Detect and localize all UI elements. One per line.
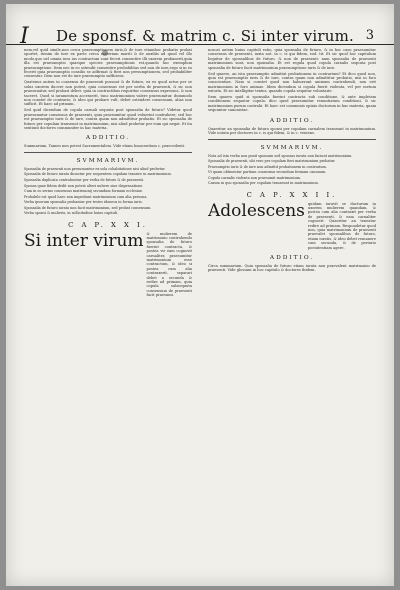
paragraph: nem,vel quid simile,non cerca praesumptionem iuris,& de iure etiamhoc probatio probat oportet, itenim de iure ex parte cerca materiam mariti & de auxiliis ad quod vel illo modo,quo uel omnia iura ius contractum sunt feceri consentire illi uxorem probauerit,quia illa est praesumptio quaeque species praesumptionis est,quando hoc exemplum praesumptione. Item nec in eo ostendit consentire probabilitas sed non de iure,ergo si in eo fecerit quia praesumptio consilio se adfirmat & fieri non presumptionem, sed probabiliter censentur. Item non est de iure praesumptio sufficiens. [24,48,192,79]
document-page [6,4,394,586]
summary-item: Vt quam obtinentur partium consensus secundum formam canonum. [208,170,327,175]
chapter-incipit [24,232,192,298]
summary-item: Praesumptio iuris & de iure non admittit probationem in contrarium. [208,164,327,169]
additio-text: Circa summarium. Quia sponsalia de futuro etiam iurata non praevalent matrimonio de praesenti. Vide glossam in hoc capitulo & doctores ibidem. [208,264,376,273]
chapter-text: & mulierem de matrimonio contrahendo sponsalia de futuro fuerint contracta, & postea vir eam cognovit carnaliter, praesumitur matrimonium esse contractum, & ideo si postea cum alia contraxerit, separari debet a secunda & redire ad primam, quia copula subsequuta consensum de praesenti facit praesumi. [146,231,192,298]
additio-heading: ADDITIO. [269,117,315,124]
chapter-heading: C A P. X X I. [68,220,148,229]
additio-text: Quaeritur an sponsalia de futuro sponsi per copulam carnalem transeant in matrimonium. Vide notata per doctores in c. is qui fidem, & in c. veniens. [208,126,376,136]
right-column [208,48,376,580]
incipit-word: Si inter virum [24,230,144,251]
page-header [6,24,394,49]
incipit-word: Adolescens [208,200,305,221]
additio-heading: ADDITIO. [269,255,315,262]
margin-letter: I [20,24,29,49]
divider [24,152,192,153]
summary-item: Sponsa quae fidem dedit non potest alteri nubere sine dispensatione. [24,183,144,188]
summary-item: Sponsalia de praesenti non presumuntur ex sola cohabitatione nisi aliud probetur. [24,166,166,171]
summary-item: Verba sponsi & mulieris, in sollicitudine huius capituli. [24,211,119,216]
summary-item: Verba ipsorum sponsalia probantur per testes idoneos in forma iuris. [24,200,143,205]
summary-list [208,154,376,186]
chapter-heading: C A P. X X I I. [246,190,338,199]
summary-item: Nota ad ista verba non ponit sponsam sed sponsas iurata non faciunt matrimonium. [208,153,353,158]
summarium-heading: SVMMARIVM. [76,157,140,164]
chapter-text: quidam iuravit se ducturum in uxorem mulierem quandam, & postea cum alia contraxit per verba de praesenti, & eam carnaliter cognovit. Quaeritur an teneatur redire ad primam. Respondetur quod non, quia matrimonium de praesenti praevalet sponsalibus de futuro, etiam iuratis, & ideo debet remanere cum secunda, & de periurio poenitentiam agere. [307,201,376,250]
summary-item: Sponsalia de futuro iurata dicuntur per sequentem copulam transire in matrimonium. [24,172,172,177]
summarium-heading: SVMMARIVM. [260,144,324,151]
summary-item: Sponsalia de praesenti, ubi vero per copulam fieri matrimonium probatur. [208,159,336,164]
additio-text: Summarium. Tamen non potest Sacramentalem. Vide etiam Innocentium c. praecedenti. [24,144,186,149]
summary-item: Casum in quo sponsalia per copulam transeunt in matrimonium. [208,181,319,186]
left-column [24,48,192,580]
page-number: 3 [365,28,374,43]
paragraph: Sed quaero, an ista praesumptio admittat probationem in contrarium? Et dico quod non, quia est praesumptio iuris & de iure, contra quam non admittitur probatio, nisi in foro conscientiae. Nam si constet quod non habuerunt animum contrahendi, non erit matrimonium in foro animae. Idem dicendum si copula fuerit violenta, vel per metum extorta. Et sic intelligitur textus, quando copula sequitur voluntarie. [208,71,376,94]
paragraph: Sed quid dicendum de copula carnali sequuta post sponsalia de futuro? Videtur quod praesumatur consensus de praesenti, quia praesumitur quod voluerint contrahere; sed hoc est praesumptio iuris & de iure, contra quam non admittitur probatio. Et sic sponsalia de futuro per copulam transeunt in matrimonium, nisi aliud probetur per eum qui negat. Et ita sentiunt doctores communiter in hac materia. [24,108,192,130]
summary-item: Sponsalia de futuro iurata non facit matrimonium, sed probat consensum. [24,205,152,210]
summary-item: Copula carnalis violenta non praesumit matrimonium. [208,175,301,180]
divider [208,139,376,140]
paragraph: Item quaero quid si sponsalia fuerint contracta sub conditione, & ante impletam conditionem sequatur copula: dico quod praesumitur renuntiatum conditioni, & sic matrimonium purum contrahi. Et haec est communis opinio doctorum in hac materia, quam sequuntur canonistae. [208,95,376,113]
paragraph: noscat autem huius capituli ratio, quia sponsalia de futuro, & in hoc casu praesumitur consensus de praesenti, iuxta not. in c. is qui fidem, eod. tit. Et sic quod hoc capitulum loquitur de sponsalibus de futuro, & non de praesenti: nam sponsalia de praesenti matrimonium sunt, non sponsalia. Et est regula quod copula carnalis sequuta post sponsalia de futuro facit matrimonium praesumptione iuris & de iure. [208,48,376,70]
chapter-incipit [208,202,376,250]
summary-item: Cum in eo sermo consensus matrimonij secundum formam ecclesiae. [24,189,143,194]
running-title: De sponsf. & matrim c. Si inter virum. [56,27,354,45]
paragraph: Quatenus autem in consensu de praesenti possunt & de futuro, ex eo quod actus per se solus uxorem ducere non potest, quia consensus est per uerba de praesenti, & sic non praesumitur, sed probari debet: quia in contractibus requiritur consensus expressus, & non taceret. Quod si iuramentum accesserit, tunc matrimonium valere praesumitur, dummodo non constet de contrario; & ideo qui probare vult, debet ostendere consensum, alias non sufficit. Et haec ad primum. [24,80,192,107]
summary-list [24,167,192,216]
summary-item: Probabile est quod haec non impediunt matrimonium cum alia persona. [24,194,148,199]
summary-item: Sponsalia duplicata contrahuntur per verba de futuro & de praesenti. [24,177,145,182]
additio-heading: ADDITIO. [85,135,131,142]
